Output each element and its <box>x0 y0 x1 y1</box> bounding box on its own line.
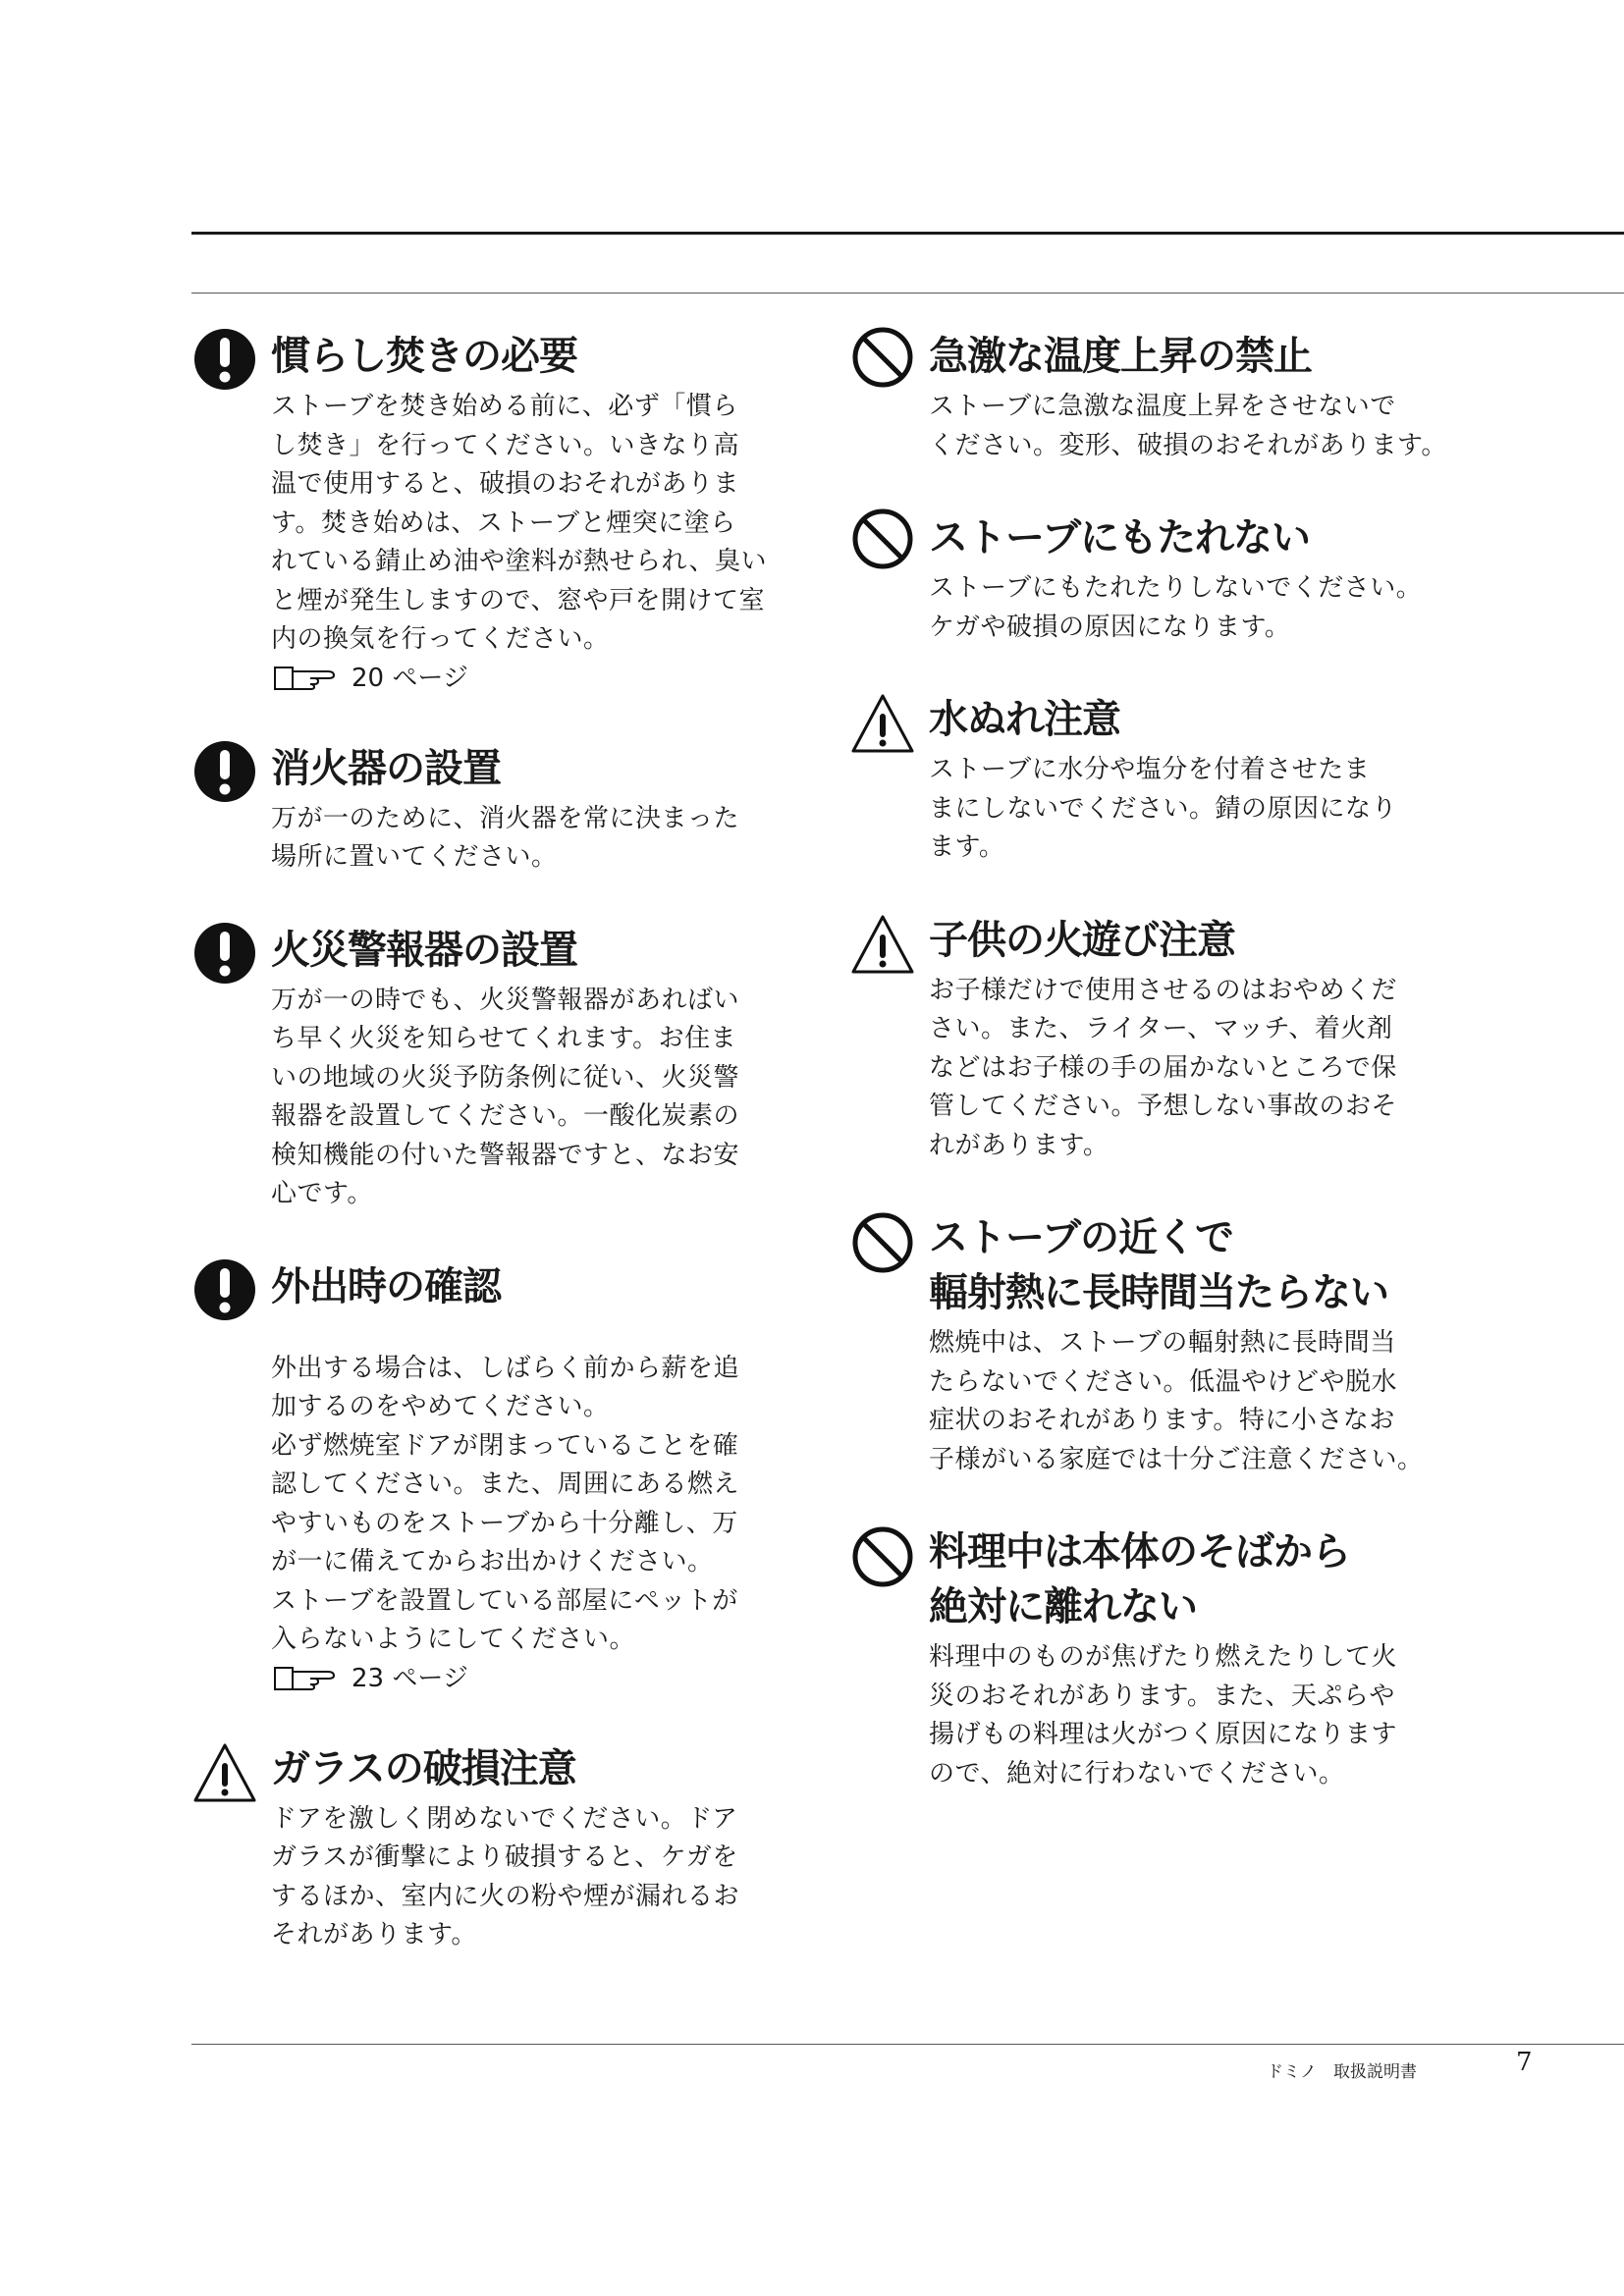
prohibition-icon <box>850 325 915 390</box>
header-rule-thick <box>191 232 1624 235</box>
prohibition-icon <box>850 1524 915 1589</box>
footer-rule <box>191 2044 1624 2045</box>
section-title: 料理中は本体のそばから 絶対に離れない <box>929 1529 1350 1629</box>
section-body: ドアを激しく閉めないでください。ドア ガラスが衝撃により破損すると、ケガを するほか、室内に火の粉や煙が漏れるお それがあります。 <box>271 1803 740 1949</box>
section-title: 水ぬれ注意 <box>929 697 1120 742</box>
exclamation-icon <box>192 327 257 392</box>
section-fire-extinguisher <box>192 741 782 878</box>
section-title: 火災警報器の設置 <box>271 927 577 973</box>
section-glass-damage <box>192 1741 782 1955</box>
prohibition-icon <box>850 507 915 571</box>
header-rule-thin <box>191 293 1624 294</box>
page-reference[interactable] <box>271 1660 782 1698</box>
section-body: ストーブに急激な温度上昇をさせないで ください。変形、破損のおそれがあります。 <box>929 392 1447 460</box>
pointing-hand-icon <box>271 1664 340 1693</box>
warning-triangle-icon <box>192 1741 257 1806</box>
section-leaving-home <box>192 1259 782 1698</box>
section-title: ストーブの近くで 輻射熱に長時間当たらない <box>929 1215 1388 1315</box>
left-column <box>192 329 782 1955</box>
section-water-caution <box>850 692 1439 868</box>
section-body: お子様だけで使用させるのはおやめくだ さい。また、ライター、マッチ、着火剤 などはお子様の手の届かないところで保 管してください。予想しない事故のおそ れがあります。 <box>929 975 1398 1160</box>
section-body: 万が一のために、消火器を常に決まった 場所に置いてください。 <box>271 803 740 872</box>
section-title: ガラスの破損注意 <box>271 1745 576 1791</box>
section-body: 万が一の時でも、火災警報器があればい ち早く火災を知らせてくれます。お住ま いの地域の火災予防条例に従い、火災警 報器を設置してください。一酸化炭素の 検知機能の付いた警報器ですと、なお安 心です。 <box>271 985 740 1208</box>
section-title: ストーブにもたれない <box>929 515 1310 561</box>
footer-document-title: ドミノ 取扱説明書 <box>1267 2062 1417 2082</box>
page-reference[interactable] <box>271 660 782 698</box>
exclamation-icon <box>192 921 257 986</box>
section-body: 外出する場合は、しばらく前から薪を追 加するのをやめてください。 必ず燃焼室ドアが閉まっていることを確 認してください。また、周囲にある燃え やすいものをストーブから十分離し、万 が一に備えてからお出かけください。 ストーブを設置している部屋にペットが 入らないようにしてください。 <box>271 1353 740 1654</box>
reference-text: 20 ページ <box>352 663 468 693</box>
section-radiant-heat <box>850 1210 1439 1479</box>
reference-text: 23 ページ <box>352 1663 468 1693</box>
section-no-leaning <box>850 510 1439 647</box>
section-title: 子供の火遊び注意 <box>929 917 1235 963</box>
section-break-in-fire <box>192 329 782 698</box>
warning-triangle-icon <box>850 692 915 757</box>
section-rapid-temperature <box>850 329 1447 465</box>
section-body: ストーブに水分や塩分を付着させたま まにしないでください。錆の原因になり ます。 <box>929 755 1398 862</box>
prohibition-icon <box>850 1210 915 1275</box>
exclamation-icon <box>192 739 257 804</box>
section-body: 燃焼中は、ストーブの輻射熱に長時間当 たらないでください。低温やけどや脱水 症状のおそれがあります。特に小さなお 子様がいる家庭では十分ご注意ください。 <box>929 1328 1424 1474</box>
right-column <box>850 329 1447 1793</box>
page-number: 7 <box>1516 2048 1533 2077</box>
section-body: 料理中のものが焦げたり燃えたりして火 災のおそれがあります。また、天ぷらや 揚げもの料理は火がつく原因になります ので、絶対に行わないでください。 <box>929 1642 1398 1789</box>
section-body: ストーブにもたれたりしないでください。 ケガや破損の原因になります。 <box>929 573 1423 642</box>
section-fire-alarm <box>192 923 782 1214</box>
section-title: 急激な温度上昇の禁止 <box>929 334 1312 379</box>
pointing-hand-icon <box>271 664 340 693</box>
section-cooking <box>850 1524 1439 1793</box>
section-title: 消火器の設置 <box>271 745 501 791</box>
exclamation-icon <box>192 1257 257 1322</box>
section-child-fire-play <box>850 913 1439 1166</box>
section-title: 慣らし焚きの必要 <box>271 334 577 379</box>
warning-triangle-icon <box>850 913 915 978</box>
section-body: ストーブを焚き始める前に、必ず「慣ら し焚き」を行ってください。いきなり高 温で使用すると、破損のおそれがありま す。焚き始めは、ストーブと煙突に塗ら れている錆止め油や塗料が熱せられ、臭い と煙が発生しますので、窓や戸を開けて室 内の換気を行ってください。 <box>271 392 768 654</box>
section-title: 外出時の確認 <box>271 1263 501 1309</box>
